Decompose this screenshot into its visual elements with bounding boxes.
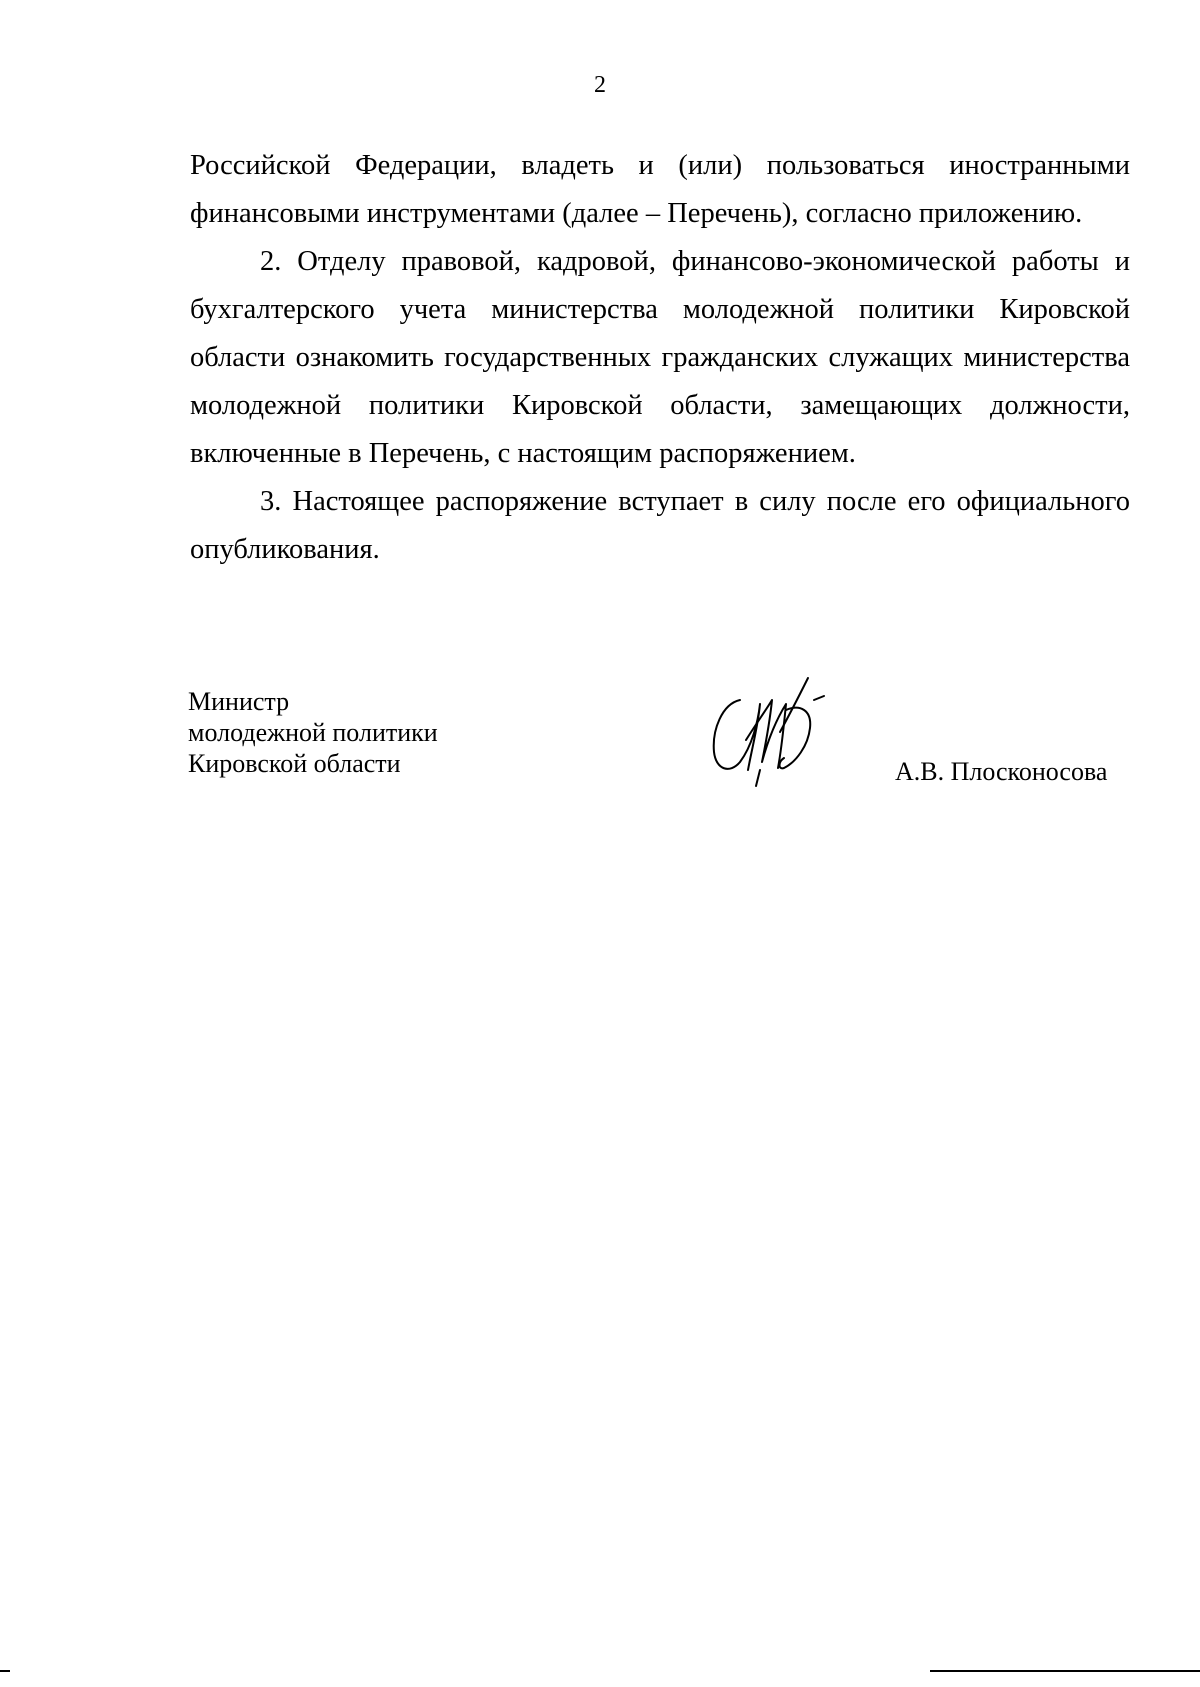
signatory-position bbox=[188, 686, 438, 779]
scan-edge-mark bbox=[0, 1670, 10, 1672]
paragraph-continuation: Российской Федерации, владеть и (или) пользоваться иностранными финансовыми инструментами (далее – Перечень), согласно приложению. bbox=[190, 150, 1130, 229]
handwritten-signature bbox=[700, 670, 860, 790]
position-line: молодежной политики bbox=[188, 718, 438, 747]
position-line: Министр bbox=[188, 687, 290, 716]
paragraph-item-2: 2. Отделу правовой, кадровой, финансово-экономической работы и бухгалтерского учета министерства молодежной политики Кировской области ознакомить государственных гражданских служащих министерства молодежной политики Кировской области, замещающих должности, включенные в Перечень, с настоящим распоряжением. bbox=[190, 246, 1130, 469]
signer-name: А.В. Плосконосова bbox=[895, 757, 1108, 786]
footer-rule bbox=[930, 1670, 1200, 1672]
document-body bbox=[190, 142, 1130, 574]
page-number: 2 bbox=[594, 72, 606, 98]
position-line: Кировской области bbox=[188, 749, 401, 778]
paragraph-item-3: 3. Настоящее распоряжение вступает в силу после его официального опубликования. bbox=[190, 486, 1130, 565]
